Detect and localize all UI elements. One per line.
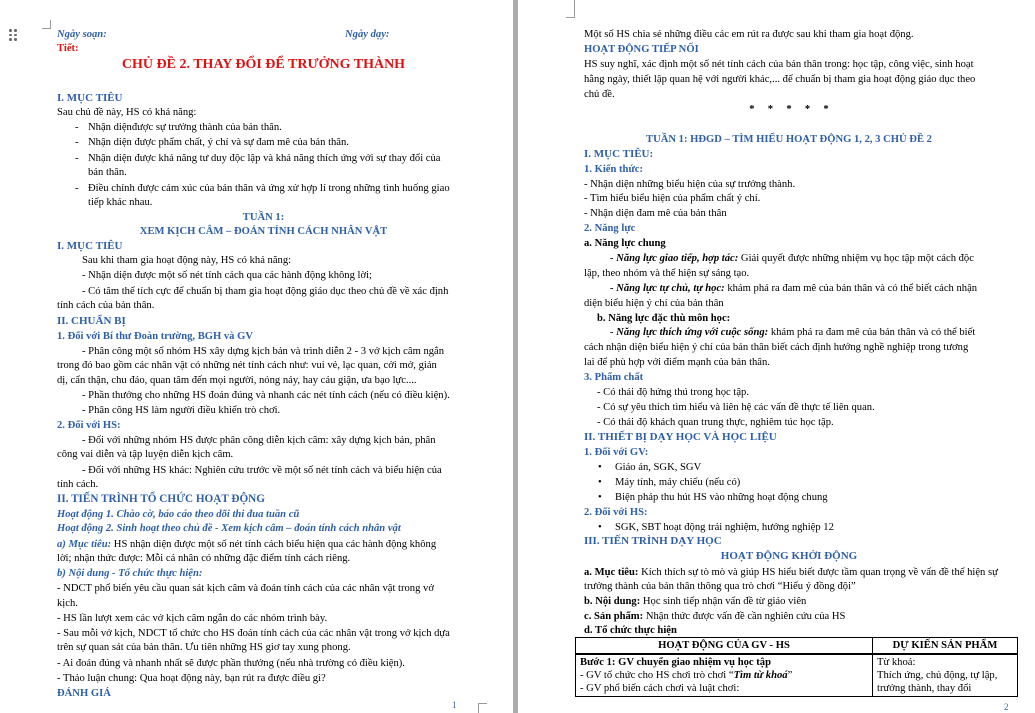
paragraph-line: - Phân công một số nhóm HS xây dựng kịch bản và trình diễn 2 - 3 vở kịch câm ngắn: [82, 346, 445, 357]
paragraph-line: Một số HS chia sẻ những điều các em rút ra được sau khi tham gia hoạt động.: [584, 29, 914, 40]
paragraph-line: HS suy nghĩ, xác định một số nét tính cách của bản thân trong: học tập, công việc, sinh hoạt: [584, 59, 974, 70]
week-title: TUẦN 1: HĐGD – TÌM HIỂU HOẠT ĐỘNG 1, 2, 3 CHỦ ĐỀ 2: [646, 134, 932, 145]
date-prepared-label: Ngày soạn:: [57, 29, 107, 40]
competence-label: - Năng lực tự chủ, tự học:: [610, 283, 725, 294]
list-item-text: Nhận diệnđược sự trưởng thành của bản thân.: [88, 122, 282, 133]
list-item: Máy tính, máy chiếu (nếu có): [615, 477, 741, 488]
subsection-heading: 1. Đối với GV:: [584, 447, 649, 458]
margin-corner: [478, 703, 487, 713]
paragraph-line: kịch.: [57, 598, 78, 609]
cell-line: Từ khoá:: [877, 657, 916, 668]
goal-label: a) Mục tiêu:: [57, 539, 112, 550]
list-item: - Có sự yêu thích tìm hiểu và liên hệ các vấn đề thực tế liên quan.: [597, 402, 875, 413]
list-item-text: tiếp khác nhau.: [88, 197, 153, 208]
table-cell: [873, 654, 1018, 697]
implementation-label: d. Tổ chức thực hiện: [584, 625, 677, 636]
paragraph-line: tính cách.: [57, 479, 99, 490]
drag-handle-icon[interactable]: [9, 29, 23, 41]
activity-heading: Hoạt động 2. Sinh hoạt theo chủ đề - Xem kịch câm – đoán tính cách nhân vật: [57, 523, 401, 534]
paragraph-line: - Có tâm thế tích cực để chuẩn bị tham gia hoạt động giáo dục theo chủ đề về xác định: [82, 286, 449, 297]
period-label: Tiết:: [57, 43, 79, 54]
cell-line: [580, 669, 868, 682]
paragraph-line: trên sự quan sát của bản thân. Ưu tiên những HS giơ tay xung phong.: [57, 642, 351, 653]
product-label: c. Sản phẩm:: [584, 611, 644, 622]
cell-text: ”: [787, 670, 793, 681]
section-heading: II. CHUẨN BỊ: [57, 315, 126, 327]
week-label: TUẦN 1:: [242, 212, 285, 223]
margin-corner: [42, 20, 51, 29]
list-item: Giáo án, SGK, SGV: [615, 462, 702, 473]
competence-text: khám phá ra đam mê của bản thân và có thể biết: [768, 327, 976, 338]
competence-line: [610, 326, 975, 339]
paragraph-line: cách nhận diện biểu hiện ý chí của bản thân biết cách định hướng nghề nghiệp trong tương: [584, 342, 969, 353]
list-item-text: bản thân.: [88, 167, 127, 178]
competence-label: - Năng lực thích ứng với cuộc sống:: [610, 327, 769, 338]
section-heading: III. TIẾN TRÌNH DẠY HỌC: [584, 535, 722, 547]
paragraph-line: - Sau mỗi vở kịch, NDCT tổ chức cho HS đoán tính cách của các nhân vật trong vở kịch dựa: [57, 628, 450, 639]
content-label: b) Nội dung - Tổ chức thực hiện:: [57, 568, 203, 579]
list-item: SGK, SBT hoạt động trải nghiệm, hướng nghiệp 12: [615, 522, 834, 533]
subsection-heading: 1. Kiến thức:: [584, 164, 644, 175]
list-item-text: Điều chỉnh được cảm xúc của bản thân và ứng xử hợp lí trong những tình huống giao: [88, 183, 450, 194]
document-page-1: [0, 0, 513, 713]
activity-heading: HOẠT ĐỘNG KHỞI ĐỘNG: [720, 550, 858, 562]
paragraph-line: chủ đề.: [584, 89, 615, 100]
list-item: -: [75, 153, 79, 164]
goal-line: [584, 566, 998, 579]
subsection-heading: 2. Đối với HS:: [57, 420, 121, 431]
subsection-heading: 1. Đối với Bí thư Đoàn trường, BGH và GV: [57, 331, 254, 342]
paragraph-line: - Ai đoán đúng và nhanh nhất sẽ được phần thưởng (nếu nhà trường có điều kiện).: [57, 658, 405, 669]
list-item-text: Nhận diện được phẩm chất, ý chí và sự đam mê của bản thân.: [88, 137, 349, 148]
section-heading: II. TIẾN TRÌNH TỔ CHỨC HOẠT ĐỘNG: [57, 493, 265, 505]
goal-text: HS nhận diện được một số nét tính cách biểu hiện qua các hành động không: [111, 539, 437, 550]
paragraph-line: - Phân công HS làm người điều khiển trò chơi.: [82, 405, 281, 416]
bullet-icon: •: [598, 477, 602, 488]
week-title: XEM KỊCH CÂM – ĐOÁN TÍNH CÁCH NHÂN VẬT: [139, 226, 388, 237]
goal-label: a. Mục tiêu:: [584, 567, 639, 578]
paragraph-line: - Thảo luận chung: Qua hoạt động này, bạn rút ra được điều gì?: [57, 673, 326, 684]
cell-text: - GV tổ chức cho HS chơi trò chơi “: [580, 670, 734, 681]
paragraph-line: - NDCT phổ biến yêu cầu quan sát kịch câm và đoán tính cách của các nhân vật trong vở: [57, 583, 434, 594]
list-item: - Nhận diện đam mê của bản thân: [584, 208, 727, 219]
date-taught-label: Ngày dạy:: [345, 29, 390, 40]
paragraph-line: Sau khi tham gia hoạt động này, HS có khả năng:: [82, 255, 292, 266]
competence-line: [610, 282, 977, 295]
goal-line: [57, 538, 436, 551]
section-heading: I. MỤC TIÊU:: [584, 148, 654, 160]
subsection-heading: 3. Phẩm chất: [584, 372, 644, 383]
competence-label: - Năng lực giao tiếp, hợp tác:: [610, 253, 739, 264]
list-item: - Có thái độ hứng thú trong học tập.: [597, 387, 749, 398]
step-label: Bước 1: GV chuyển giao nhiệm vụ học tập: [580, 657, 771, 668]
product-text: Nhận thức được vấn đề cần nghiên cứu của HS: [643, 611, 846, 622]
cell-emphasis: Tìm từ khoá: [733, 670, 788, 681]
subsection-heading: 2. Đối với HS:: [584, 507, 648, 518]
paragraph-line: tính cách của bản thân.: [57, 300, 155, 311]
paragraph-line: diện biểu hiện ý chí của bản thân: [584, 298, 724, 309]
competence-text: Giải quyết được những nhiệm vụ học tập một cách độc: [738, 253, 974, 264]
list-item: -: [75, 183, 79, 194]
table-header-cell: DỰ KIẾN SẢN PHẨM: [873, 638, 1018, 655]
paragraph-line: hằng ngày, thiết lập quan hệ với người khác,... để chuẩn bị tham gia hoạt động giáo dục theo: [584, 74, 976, 85]
page-number: 2: [1004, 702, 1009, 712]
paragraph-line: lập, theo nhóm và thể hiện sự sáng tạo.: [584, 268, 750, 279]
paragraph-line: - HS lần lượt xem các vở kịch câm ngắn do các nhóm trình bày.: [57, 613, 328, 624]
bullet-icon: •: [598, 522, 602, 533]
list-item-text: Nhận diện được khả năng tư duy độc lập và khả năng thích ứng với sự thay đổi của: [88, 153, 441, 164]
paragraph-line: lai để phù hợp với điểm mạnh của bản thân.: [584, 357, 770, 368]
bullet-icon: •: [598, 492, 602, 503]
list-item: - Tìm hiểu biểu hiện của phẩm chất ý chí.: [584, 193, 761, 204]
section-heading: ĐÁNH GIÁ: [57, 688, 111, 699]
section-heading: I. MỤC TIÊU: [57, 240, 123, 252]
table-header-row: [576, 638, 1018, 655]
paragraph-line: - Nhận diện được một số nét tính cách qua các hành động không lời;: [82, 270, 372, 281]
list-item: - Có thái độ khách quan trung thực, nghiêm túc học tập.: [597, 417, 834, 428]
content-text: Học sinh tiếp nhận vấn đề từ giáo viên: [640, 596, 807, 607]
page-title: CHỦ ĐỀ 2. THAY ĐỔI ĐỂ TRƯỞNG THÀNH: [121, 57, 406, 72]
intro-text: Sau chủ đề này, HS có khả năng:: [57, 107, 197, 118]
separator-stars: * * * * *: [749, 104, 829, 115]
competence-text: khám phá ra đam mê của bản thân và có thể biết cách nhận: [724, 283, 978, 294]
list-item: -: [75, 137, 79, 148]
section-heading: I. MỤC TIÊU: [57, 92, 123, 104]
paragraph-line: - Phần thưởng cho những HS đoán đúng và nhanh các nét tính cách (nếu có điều kiện).: [82, 390, 450, 401]
content-label: b. Nội dung:: [584, 596, 641, 607]
paragraph-line: công vai diễn và tập luyện diễn kịch câm.: [57, 449, 234, 460]
list-item: -: [75, 122, 79, 133]
content-line: [584, 595, 806, 608]
table-cell: [576, 654, 873, 697]
activity-heading: Hoạt động 1. Chào cờ, báo cáo theo dõi thi đua tuần cũ: [57, 509, 300, 520]
list-item: Biện pháp thu hút HS vào những hoạt động chung: [615, 492, 828, 503]
margin-corner: [566, 0, 575, 18]
subsection-heading: b. Năng lực đặc thù môn học:: [597, 313, 731, 324]
competence-line: [610, 252, 974, 265]
section-heading: II. THIẾT BỊ DẠY HỌC VÀ HỌC LIỆU: [584, 431, 777, 443]
paragraph-line: lời; nhận thức được: Mỗi cá nhân có những đặc điểm tính cách riêng.: [57, 553, 351, 564]
cell-line: - GV phổ biến cách chơi và luật chơi:: [580, 683, 740, 694]
subsection-heading: 2. Năng lực: [584, 223, 636, 234]
bullet-icon: •: [598, 462, 602, 473]
document-page-2: [518, 0, 1035, 713]
paragraph-line: trong đó bao gồm các nhân vật có những nét tính cách như: vui vẻ, lạc quan, cởi mở, giản: [57, 360, 437, 371]
paragraph-line: - Đối với những nhóm HS được phân công diễn kịch câm: xây dựng kịch bản, phân: [82, 435, 436, 446]
table-row: [576, 654, 1018, 697]
page-number: 1: [452, 700, 457, 710]
subsection-heading: a. Năng lực chung: [584, 238, 666, 249]
cell-line: Thích ứng, chủ động, tự lập, trưởng thành, thay đổi: [877, 670, 998, 694]
paragraph-line: trưởng thành của bản thân thông qua trò chơi “Hiểu ý đồng đội”: [584, 581, 856, 592]
section-heading: HOẠT ĐỘNG TIẾP NỐI: [584, 44, 699, 55]
goal-text: Kích thích sự tò mò và giúp HS hiểu biết được tầm quan trọng về vấn đề thể hiện sự: [638, 567, 998, 578]
list-item: - Nhận diện những biểu hiện của sự trưởng thành.: [584, 179, 796, 190]
paragraph-line: dị, cẩn thận, chu đáo, quan tâm đến mọi người, nóng nảy, hay cáu giận, ưa bạo lực....: [57, 375, 417, 386]
activity-table: [575, 637, 1018, 697]
product-line: [584, 610, 845, 623]
paragraph-line: - Đối với những HS khác: Nghiên cứu trước về một số nét tính cách và biểu hiện của: [82, 465, 442, 476]
table-header-cell: HOẠT ĐỘNG CỦA GV - HS: [576, 638, 873, 655]
